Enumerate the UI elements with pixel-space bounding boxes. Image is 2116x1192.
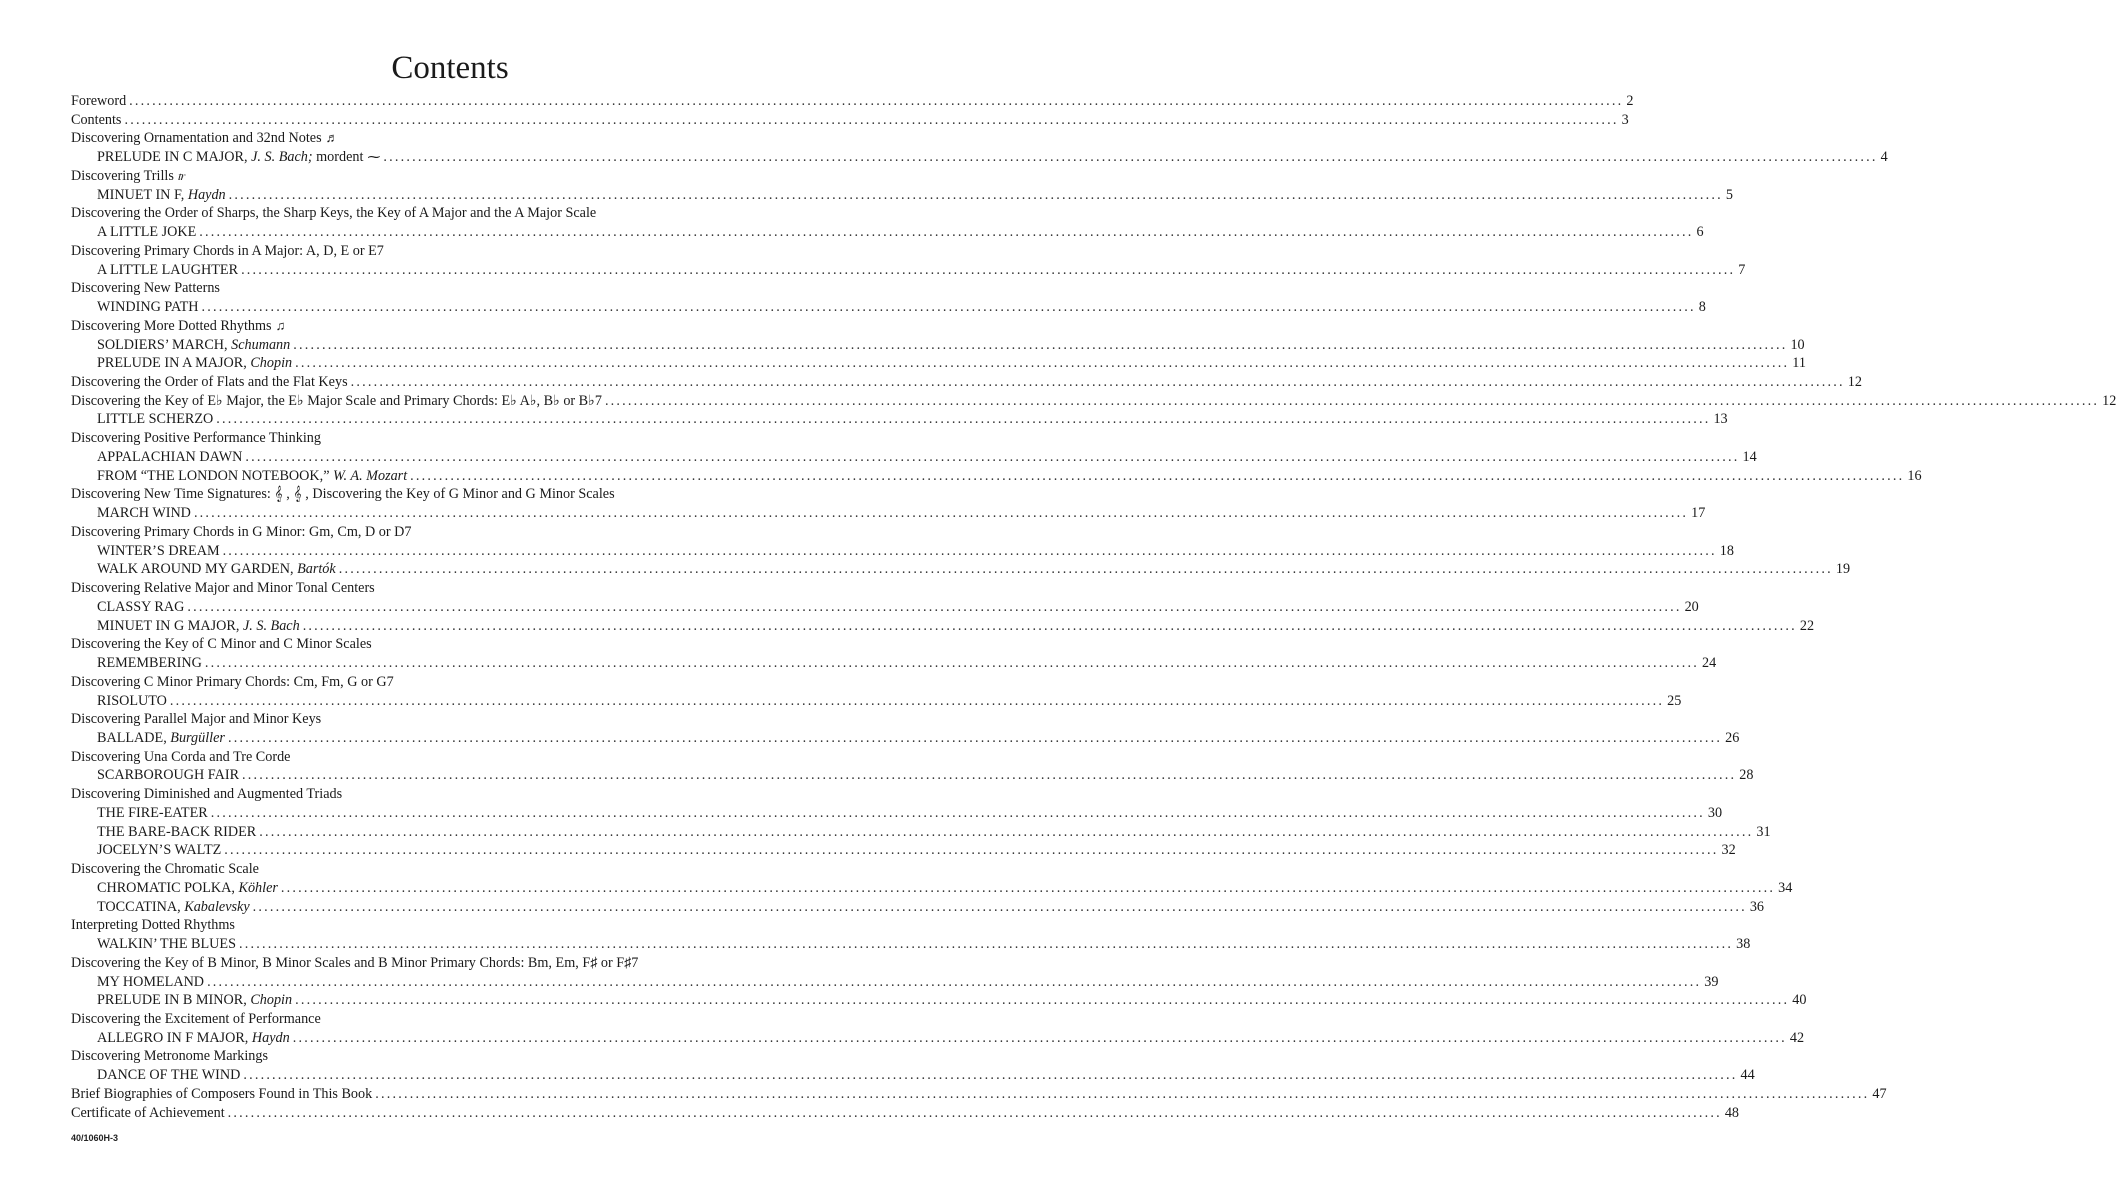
toc-piece-entry <box>71 298 1706 317</box>
page-number: 3 <box>1621 111 1629 128</box>
toc-piece-entry <box>71 823 1771 842</box>
page-number: 40 <box>1792 992 1807 1009</box>
entry-title <box>97 504 191 523</box>
page-number: 34 <box>1778 879 1793 896</box>
dot-leader: .................................................................................................................................................................................................................................................................... <box>350 374 1845 391</box>
entry-title <box>97 973 204 992</box>
toc-piece-entry <box>71 729 1740 748</box>
entry-title <box>97 560 336 579</box>
page-number: 4 <box>1880 149 1888 166</box>
toc-piece-entry <box>71 467 1922 486</box>
entry-title <box>97 410 213 429</box>
toc-section-entry <box>71 111 1629 130</box>
entry-title <box>71 673 394 692</box>
dot-leader: .................................................................................................................................................................................................................................................................... <box>245 448 1740 465</box>
entry-title <box>71 579 375 598</box>
entry-title <box>97 729 225 748</box>
entry-text: MARCH WIND <box>97 505 191 522</box>
toc-piece-entry <box>71 991 1807 1010</box>
entry-title <box>71 392 602 411</box>
entry-text: ALLEGRO IN F MAJOR, <box>97 1029 252 1046</box>
entry-title <box>97 223 196 242</box>
toc-section-entry <box>71 710 833 729</box>
composer-name: Burgüller <box>170 729 225 746</box>
entry-title <box>97 336 290 355</box>
entry-text: WINDING PATH <box>97 299 199 316</box>
entry-text: Certificate of Achievement <box>71 1104 225 1121</box>
music-symbol-icon: ♫ <box>275 317 286 333</box>
entry-text: MINUET IN G MAJOR, <box>97 617 243 634</box>
dot-leader: .................................................................................................................................................................................................................................................................... <box>292 1029 1787 1046</box>
dot-leader: .................................................................................................................................................................................................................................................................... <box>199 224 1694 241</box>
page-number: 20 <box>1684 598 1699 615</box>
page-number: 7 <box>1738 261 1746 278</box>
entry-title <box>97 617 300 636</box>
entry-text: RISOLUTO <box>97 692 167 709</box>
toc-piece-entry <box>71 504 1706 523</box>
toc-section-entry <box>71 392 2116 411</box>
dot-leader: .................................................................................................................................................................................................................................................................... <box>224 842 1719 859</box>
music-symbol-icon: ⁓ <box>367 149 381 165</box>
toc-section-entry <box>71 429 833 448</box>
entry-title <box>71 710 321 729</box>
entry-title <box>97 766 239 785</box>
dot-leader: .................................................................................................................................................................................................................................................................... <box>124 111 1619 128</box>
toc-section-entry <box>71 579 833 598</box>
entry-title <box>71 748 290 767</box>
entry-text: Discovering Parallel Major and Minor Keys <box>71 711 322 728</box>
entry-text: BALLADE, <box>97 729 171 746</box>
dot-leader: .................................................................................................................................................................................................................................................................... <box>410 467 1905 484</box>
dot-leader: .................................................................................................................................................................................................................................................................... <box>242 767 1737 784</box>
entry-text: Discovering Primary Chords in A Major: A, D, E or E7 <box>71 242 384 259</box>
dot-leader: .................................................................................................................................................................................................................................................................... <box>210 804 1705 821</box>
entry-text: Discovering the Key of E♭ Major, the E♭ Major Scale and Primary Chords: E♭ A♭, B♭ or B♭7 <box>71 392 602 409</box>
entry-text: TOCCATINA, <box>97 898 185 915</box>
toc-section-entry <box>71 748 833 767</box>
entry-title <box>71 1085 372 1104</box>
composer-name: Haydn <box>251 1029 290 1046</box>
music-symbol-icon: 𝆖 <box>177 167 186 183</box>
toc-piece-entry <box>71 692 1682 711</box>
dot-leader: .................................................................................................................................................................................................................................................................... <box>227 1104 1722 1121</box>
toc-section-entry <box>71 129 833 148</box>
dot-leader: .................................................................................................................................................................................................................................................................... <box>169 692 1665 709</box>
entry-text: LITTLE SCHERZO <box>97 411 214 428</box>
entry-title <box>71 92 126 111</box>
page-number: 26 <box>1725 729 1740 746</box>
page-number: 22 <box>1799 617 1815 634</box>
page-number: 48 <box>1724 1104 1740 1121</box>
toc-section-entry <box>71 92 1634 111</box>
entry-text: Contents <box>71 111 122 128</box>
page-number: 31 <box>1756 823 1771 840</box>
entry-text: Discovering the Excitement of Performance <box>71 1010 321 1027</box>
entry-text: PRELUDE IN C MAJOR, <box>97 149 252 166</box>
entry-text: MINUET IN F, <box>97 186 188 203</box>
entry-title <box>71 916 235 935</box>
entry-text: PRELUDE IN B MINOR, <box>97 992 251 1009</box>
toc-piece-entry <box>71 223 1704 242</box>
page-number: 5 <box>1725 186 1733 203</box>
entry-title <box>97 1029 290 1048</box>
entry-text: Discovering the Key of C Minor and C Minor Scales <box>71 636 372 653</box>
entry-text: mordent <box>312 149 364 166</box>
entry-title <box>97 598 184 617</box>
entry-text: SOLDIERS’ MARCH, <box>97 336 232 353</box>
toc-piece-entry <box>71 261 1746 280</box>
composer-name: Chopin <box>250 355 293 372</box>
page-number: 42 <box>1789 1029 1805 1046</box>
entry-title <box>71 242 384 261</box>
toc-piece-entry <box>71 410 1728 429</box>
entry-title <box>97 467 407 486</box>
entry-text: DANCE OF THE WIND <box>97 1067 241 1084</box>
dot-leader: .................................................................................................................................................................................................................................................................... <box>222 542 1717 559</box>
dot-leader: .................................................................................................................................................................................................................................................................... <box>295 355 1790 372</box>
toc-piece-entry <box>71 448 1757 467</box>
dot-leader: .................................................................................................................................................................................................................................................................... <box>204 655 1700 672</box>
entry-text: REMEMBERING <box>97 655 202 672</box>
toc-piece-entry <box>71 336 1805 355</box>
entry-title <box>97 542 220 561</box>
composer-name: J. S. Bach; <box>251 149 313 166</box>
dot-leader: .................................................................................................................................................................................................................................................................... <box>238 936 1734 953</box>
entry-text: WALK AROUND MY GARDEN, <box>97 561 298 578</box>
entry-text: APPALACHIAN DAWN <box>97 448 243 465</box>
entry-title <box>97 898 250 917</box>
entry-title <box>97 935 236 954</box>
toc-piece-entry <box>71 1029 1805 1048</box>
toc-piece-entry <box>71 766 1754 785</box>
entry-title <box>71 1104 225 1123</box>
entry-title <box>97 1066 240 1085</box>
entry-text: MY HOMELAND <box>97 973 205 990</box>
entry-text: Discovering Primary Chords in G Minor: Gm, Cm, D or D7 <box>71 523 412 540</box>
toc-section-entry <box>71 242 833 261</box>
composer-name: Kabalevsky <box>184 898 250 915</box>
entry-text: Brief Biographies of Composers Found in This Book <box>71 1085 373 1102</box>
toc-section-entry <box>71 1085 1887 1104</box>
toc-section-entry <box>71 204 833 223</box>
entry-text: CHROMATIC POLKA, <box>97 879 239 896</box>
toc-section-entry <box>71 1104 1740 1123</box>
toc-section-entry <box>71 373 1862 392</box>
entry-title <box>71 429 321 448</box>
dot-leader: .................................................................................................................................................................................................................................................................... <box>604 392 2100 409</box>
page-number: 6 <box>1696 224 1704 241</box>
entry-title <box>97 841 221 860</box>
composer-name: Chopin <box>250 992 293 1009</box>
toc-section-entry <box>71 317 833 336</box>
toc-piece-entry <box>71 898 1765 917</box>
page-number: 44 <box>1740 1067 1755 1084</box>
page-number: 8 <box>1698 299 1706 316</box>
dot-leader: .................................................................................................................................................................................................................................................................... <box>228 186 1723 203</box>
entry-title <box>97 692 167 711</box>
entry-text: Discovering Diminished and Augmented Triads <box>71 786 343 803</box>
toc-section-entry <box>71 1047 833 1066</box>
entry-text: Discovering the Order of Flats and the Flat Keys <box>71 374 348 391</box>
dot-leader: .................................................................................................................................................................................................................................................................... <box>216 411 1711 428</box>
entry-text: PRELUDE IN A MAJOR, <box>97 355 251 372</box>
entry-text: Foreword <box>71 93 127 109</box>
entry-title <box>71 785 342 804</box>
page-number: 30 <box>1707 804 1723 821</box>
page-number: 14 <box>1742 448 1757 465</box>
entry-title <box>71 279 220 298</box>
entry-text: Discovering New Patterns <box>71 280 220 297</box>
entry-title <box>97 991 292 1010</box>
table-of-contents <box>71 92 2116 1122</box>
entry-title <box>71 111 121 130</box>
composer-name: Köhler <box>238 879 278 896</box>
entry-text: Discovering Trills <box>71 167 174 184</box>
dot-leader: .................................................................................................................................................................................................................................................................... <box>227 729 1723 746</box>
entry-title <box>71 317 285 336</box>
page-number: 38 <box>1736 936 1751 953</box>
entry-title <box>97 823 256 842</box>
catalog-code: 40/1060H-3 <box>71 1133 119 1143</box>
entry-text: SCARBOROUGH FAIR <box>97 767 240 784</box>
page-number: 12 <box>2102 392 2116 409</box>
entry-text: CLASSY RAG <box>97 598 185 615</box>
page-number: 12 <box>1847 374 1862 391</box>
entry-title <box>71 373 348 392</box>
entry-text: A LITTLE LAUGHTER <box>97 261 239 278</box>
entry-title <box>97 261 238 280</box>
dot-leader: .................................................................................................................................................................................................................................................................... <box>201 299 1696 316</box>
page-number: 47 <box>1872 1085 1887 1102</box>
entry-title <box>71 1047 268 1066</box>
composer-name: Haydn <box>187 186 226 203</box>
composer-name: W. A. Mozart <box>333 467 408 484</box>
dot-leader: .................................................................................................................................................................................................................................................................... <box>302 617 1797 634</box>
dot-leader: .................................................................................................................................................................................................................................................................... <box>383 149 1878 166</box>
entry-title <box>97 654 202 673</box>
entry-text: Interpreting Dotted Rhythms <box>71 917 235 934</box>
dot-leader: .................................................................................................................................................................................................................................................................... <box>187 598 1682 615</box>
toc-section-entry <box>71 673 833 692</box>
toc-piece-entry <box>71 617 1815 636</box>
composer-name: J. S. Bach <box>242 617 300 634</box>
page-number: 25 <box>1667 692 1682 709</box>
toc-piece-entry <box>71 354 1806 373</box>
toc-piece-entry <box>71 542 1734 561</box>
dot-leader: .................................................................................................................................................................................................................................................................... <box>129 93 1624 109</box>
dot-leader: .................................................................................................................................................................................................................................................................... <box>241 261 1736 278</box>
dot-leader: .................................................................................................................................................................................................................................................................... <box>243 1067 1738 1084</box>
dot-leader: .................................................................................................................................................................................................................................................................... <box>295 992 1790 1009</box>
entry-title <box>71 954 638 973</box>
page-number: 16 <box>1907 467 1922 484</box>
toc-piece-entry <box>71 973 1719 992</box>
page-number: 19 <box>1835 561 1851 578</box>
toc-piece-entry <box>71 841 1736 860</box>
page-title: Contents <box>391 50 509 86</box>
page-number: 17 <box>1691 505 1706 522</box>
entry-text: Discovering Ornamentation and 32nd Notes <box>71 130 322 147</box>
entry-title <box>71 860 259 879</box>
toc-section-entry <box>71 785 833 804</box>
toc-section-entry <box>71 954 833 973</box>
page-number: 13 <box>1713 411 1728 428</box>
entry-title <box>71 523 411 542</box>
entry-title <box>71 167 185 186</box>
page-number: 24 <box>1702 655 1717 672</box>
entry-text: Discovering More Dotted Rhythms <box>71 317 272 334</box>
dot-leader: .................................................................................................................................................................................................................................................................... <box>252 898 1747 915</box>
entry-text: THE BARE-BACK RIDER <box>97 823 257 840</box>
page-number: 28 <box>1739 767 1754 784</box>
page-number: 11 <box>1792 355 1806 372</box>
toc-piece-entry <box>71 879 1793 898</box>
toc-piece-entry <box>71 935 1751 954</box>
entry-title <box>97 448 242 467</box>
page-number: 39 <box>1704 973 1719 990</box>
entry-text: THE FIRE-EATER <box>97 804 208 821</box>
dot-leader: .................................................................................................................................................................................................................................................................... <box>375 1085 1870 1102</box>
toc-piece-entry <box>71 148 1888 167</box>
toc-piece-entry <box>71 186 1733 205</box>
entry-title <box>97 186 226 205</box>
entry-title <box>71 129 339 148</box>
entry-text: FROM “THE LONDON NOTEBOOK,” <box>97 467 334 484</box>
toc-section-entry <box>71 860 833 879</box>
entry-title <box>97 804 208 823</box>
page-number: 18 <box>1719 542 1734 559</box>
dot-leader: .................................................................................................................................................................................................................................................................... <box>259 823 1754 840</box>
toc-section-entry <box>71 1010 833 1029</box>
dot-leader: .................................................................................................................................................................................................................................................................... <box>207 973 1702 990</box>
entry-title <box>71 1010 321 1029</box>
entry-text: JOCELYN’S WALTZ <box>97 842 222 859</box>
entry-text: Discovering Relative Major and Minor Tonal Centers <box>71 580 375 597</box>
entry-text: Discovering the Chromatic Scale <box>71 861 259 878</box>
page-number: 36 <box>1749 898 1765 915</box>
entry-text: WINTER’S DREAM <box>97 542 220 559</box>
toc-section-entry <box>71 523 833 542</box>
dot-leader: .................................................................................................................................................................................................................................................................... <box>293 336 1788 353</box>
entry-text: Discovering C Minor Primary Chords: Cm, Fm, G or G7 <box>71 673 394 690</box>
dot-leader: .................................................................................................................................................................................................................................................................... <box>338 561 1833 578</box>
entry-text: Discovering Una Corda and Tre Corde <box>71 748 291 765</box>
entry-text: A LITTLE JOKE <box>97 224 197 241</box>
entry-title <box>71 635 372 654</box>
toc-section-entry <box>71 279 833 298</box>
toc-piece-entry <box>71 1066 1755 1085</box>
entry-title <box>71 204 596 223</box>
entry-text: Discovering the Key of B Minor, B Minor Scales and B Minor Primary Chords: Bm, Em, F♯ or F♯7 <box>71 954 639 971</box>
toc-section-entry <box>71 916 833 935</box>
toc-piece-entry <box>71 598 1699 617</box>
dot-leader: .................................................................................................................................................................................................................................................................... <box>280 879 1776 896</box>
toc-piece-entry <box>71 560 1851 579</box>
composer-name: Schumann <box>231 336 291 353</box>
entry-text: Discovering the Order of Sharps, the Sharp Keys, the Key of A Major and the A Major Scale <box>71 205 597 222</box>
page-number: 10 <box>1790 336 1805 353</box>
entry-title <box>97 148 380 167</box>
toc-section-entry <box>71 635 833 654</box>
toc-section-entry <box>71 485 833 504</box>
dot-leader: .................................................................................................................................................................................................................................................................... <box>193 505 1689 522</box>
entry-title <box>97 354 292 373</box>
entry-text: Discovering New Time Signatures: 𝄞 , 𝄞 , Discovering the Key of G Minor and G Minor Scales <box>71 486 615 503</box>
toc-piece-entry <box>71 654 1717 673</box>
toc-piece-entry <box>71 804 1723 823</box>
page-number: 2 <box>1626 93 1634 109</box>
entry-title <box>97 879 278 898</box>
entry-text: WALKIN’ THE BLUES <box>97 936 236 953</box>
entry-text: Discovering Positive Performance Thinking <box>71 430 321 447</box>
page-number: 32 <box>1721 842 1736 859</box>
entry-title <box>97 298 199 317</box>
toc-section-entry <box>71 167 833 186</box>
composer-name: Bartók <box>297 561 336 578</box>
music-symbol-icon: ♬ <box>325 130 339 146</box>
entry-title <box>71 485 615 504</box>
entry-text: Discovering Metronome Markings <box>71 1048 269 1065</box>
